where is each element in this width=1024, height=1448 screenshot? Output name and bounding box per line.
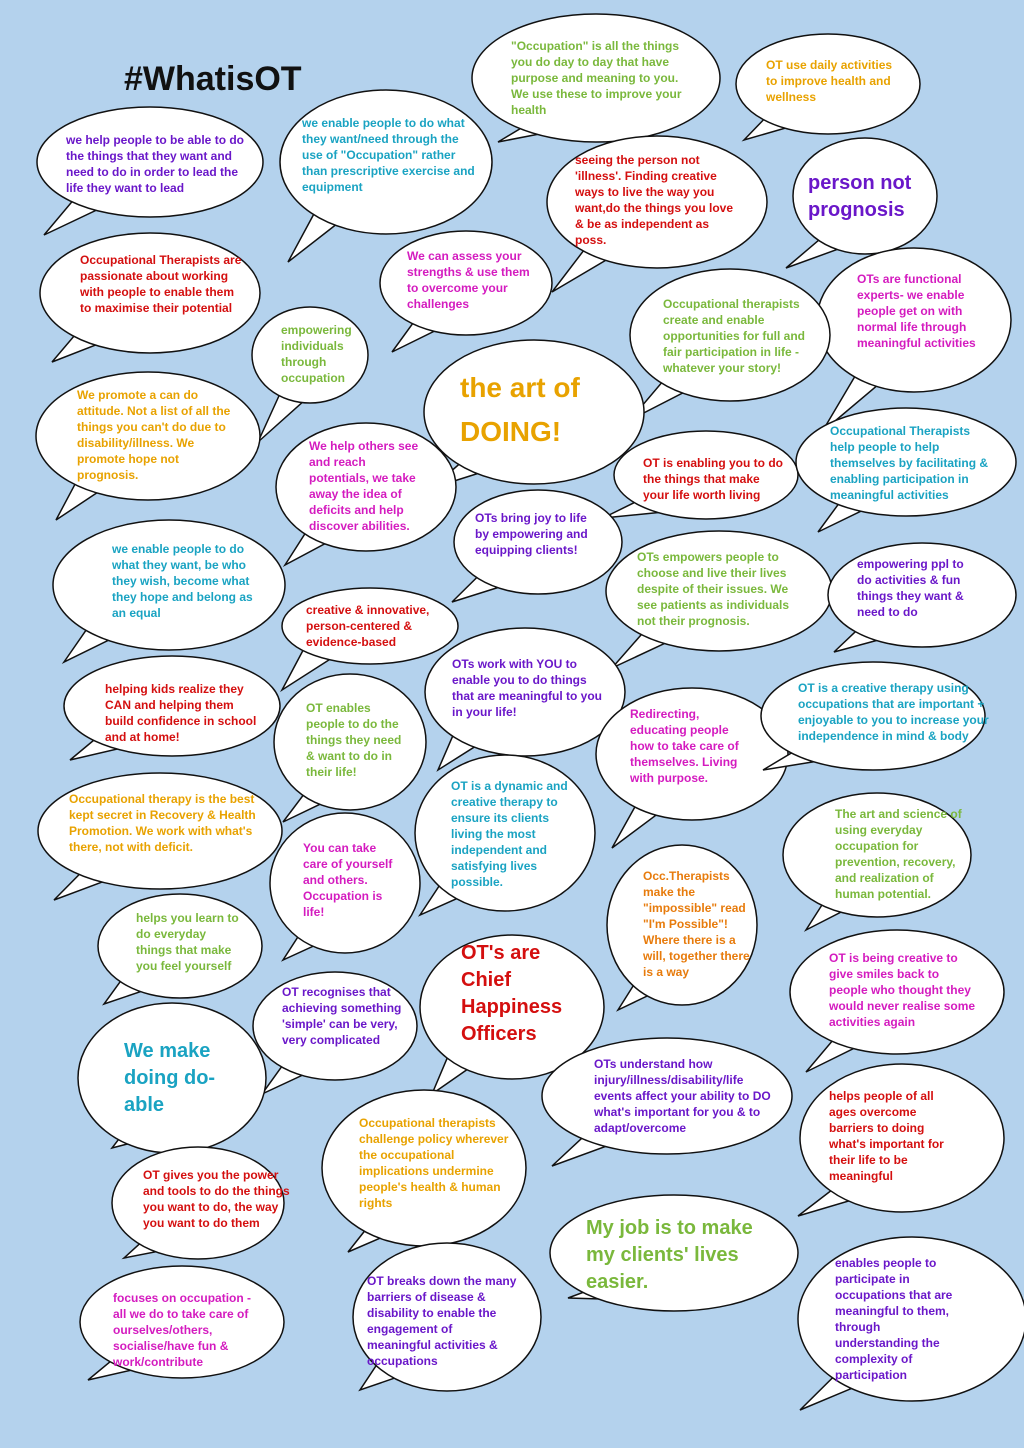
bubble-text: OTs are functional experts- we enable people get on with normal life through meaningful activities [857, 272, 976, 350]
bubble-text: You can take care of yourself and others. Occupation is life! [303, 841, 393, 919]
bubble-text: OT is enabling you to do the things that make your life worth living [643, 456, 783, 502]
bubble-text: helping kids realize they CAN and helping them build confidence in school and at home! [105, 682, 257, 744]
bubble-text: OTs understand how injury/illness/disability/life events affect your ability to DO what's important for you & to adapt/overcome [594, 1057, 771, 1135]
bubble-text: OT is being creative to give smiles back to people who thought they would never realise some activities again [829, 951, 976, 1029]
bubble-text: enables people to participate in occupations that are meaningful to them, through understanding the complexity of participation [835, 1256, 953, 1382]
bubble-text: the art of DOING! [460, 372, 580, 447]
bubble-text: OTs empowers people to choose and live their lives despite of their issues. We see patients as individuals not their prognosis. [637, 550, 790, 628]
bubble-text: OT recognises that achieving something 'simple' can be very, very complicated [282, 985, 402, 1047]
bubble-text: we help people to be able to do the things that they want and need to do in order to lead the life they want to lead [66, 133, 245, 195]
bubble-text: We help others see and reach potentials, we take away the idea of deficits and help discover abilities. [309, 439, 419, 533]
bubble-text: empowering individuals through occupation [281, 323, 352, 385]
bubble-text: OT breaks down the many barriers of disease & disability to enable the engagement of meaningful activities & occupations [367, 1274, 517, 1368]
bubble-text: helps people of all ages overcome barriers to doing what's important for their life to be meaningful [829, 1089, 944, 1183]
bubble-text: helps you learn to do everyday things that make you feel yourself [136, 911, 239, 973]
bubble-text: OT is a dynamic and creative therapy to ensure its clients living the most independent and satisfying lives possible. [451, 779, 568, 889]
bubble-text: empowering ppl to do activities & fun things they want & need to do [857, 557, 964, 619]
bubble-text: My job is to make my clients' lives easier. [586, 1217, 753, 1293]
bubble-text: seeing the person not 'illness'. Finding creative ways to live the way you want,do the things you love & be as independent as poss. [575, 153, 734, 247]
bubble-text: we enable people to do what they want, be who they wish, become what they hope and belong as an equal [112, 542, 253, 620]
bubble-text: Occupational Therapists are passionate about working with people to enable them to maximise their potential [80, 253, 242, 315]
bubble-text: Occupational Therapists help people to help themselves by facilitating & enabling participation in meaningful activities [830, 424, 989, 502]
bubble-text: Occupational therapists create and enable opportunities for full and fair participation in life - whatever your story! [663, 297, 805, 375]
bubble-text: OT gives you the power and tools to do the things you want to do, the way you want to do them [143, 1168, 290, 1230]
bubble-text: person not prognosis [808, 172, 912, 221]
bubble-text: Occupational therapy is the best kept secret in Recovery & Health Promotion. We work with what's there, not with deficit. [69, 792, 256, 854]
bubble-text: OT enables people to do the things they need & want to do in their life! [306, 701, 402, 779]
bubble-text: We can assess your strengths & use them to overcome your challenges [407, 249, 530, 311]
bubble-text: We promote a can do attitude. Not a list of all the things you can't do due to disability/illness. We promote hope not prognosis. [77, 388, 231, 482]
bubble-text: We make doing do-able [124, 1040, 216, 1116]
bubble-text: The art and science of using everyday occupation for prevention, recovery, and realization of human potential. [835, 807, 962, 901]
page-title: #WhatisOT [124, 60, 302, 98]
bubble-text: OTs work with YOU to enable you to do things that are meaningful to you in your life! [452, 657, 603, 719]
bubble-text: Redirecting, educating people how to take care of themselves. Living with purpose. [630, 707, 739, 785]
bubble-text: Occupational therapists challenge policy wherever the occupational implications undermine people's health & human rights [359, 1116, 509, 1210]
bubble-text: creative & innovative, person-centered & evidence-based [306, 603, 430, 649]
bubble-text: OT use daily activities to improve health and wellness [766, 58, 893, 104]
bubble-text: "Occupation" is all the things you do day to day that have purpose and meaning to you. We use these to improve your health [511, 39, 682, 117]
bubble-text: Occ.Therapists make the "impossible" read "I'm Possible"! Where there is a will, together there is a way [643, 869, 750, 979]
bubble-text: OT's are Chief Happiness Officers [461, 942, 563, 1045]
bubble-text: focuses on occupation - all we do to take care of ourselves/others, socialise/have fun & work/contribute [113, 1291, 252, 1369]
bubble-text: OT is a creative therapy using occupations that are important + enjoyable to you to increase your independence in mind & body [798, 681, 989, 743]
bubble-text: we enable people to do what they want/need through the use of "Occupation" rather than prescriptive exercise and equipment [302, 116, 475, 194]
bubble-text: OTs bring joy to life by empowering and equipping clients! [475, 511, 588, 557]
